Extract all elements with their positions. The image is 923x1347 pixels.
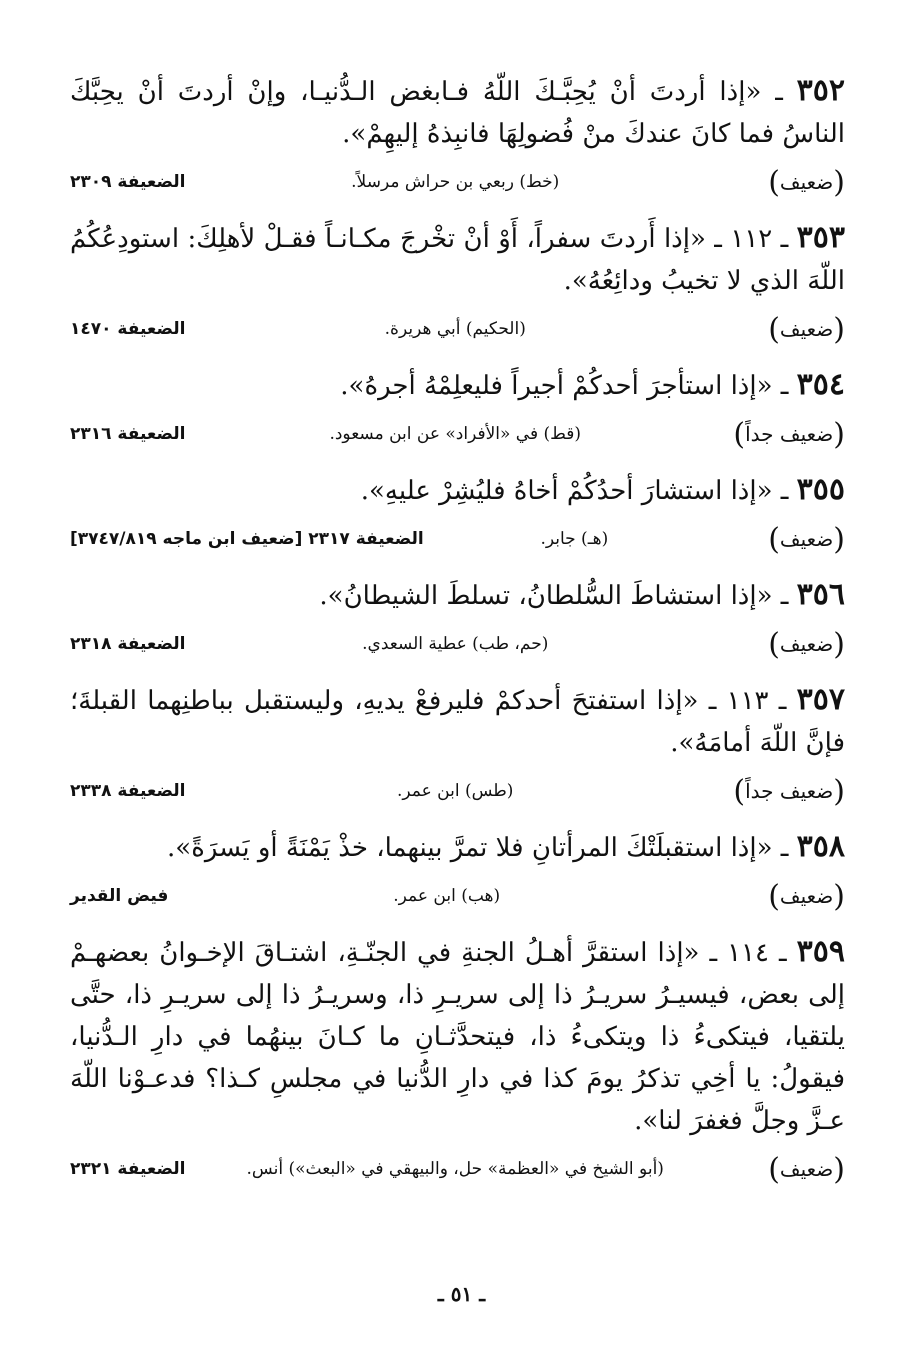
hadith-body: ـ ١١٤ ـ «إذا استقرَّ أهـلُ الجنةِ في الجنّـةِ، اشتـاقَ الإخـوانُ بعضهـمْ إلى بعض، فيسيـرُ سريـرُ ذا إلى سريـرِ ذا، وسريـرُ ذا إلى سريـرِ ذا، حتَّى يلتقيا، فيتكىءُ ذا ويتكىءُ ذا، فيتحدَّثـانِ ما كـانَ بينهُما في دارِ الـدُّنيا، فيقولُ: يا أخِي تذكرُ يومَ كذا في دارِ الدُّنيا في مجلسِ كـذا؟ فدعـوْنا اللّهَ عـزَّ وجلَّ فغفرَ لنا». <box>70 938 845 1136</box>
hadith-number: ٣٥٢ <box>796 73 845 108</box>
hadith-text <box>70 469 845 512</box>
hadith-entry-358 <box>70 826 845 921</box>
hadith-text <box>70 679 845 764</box>
grade-label: ( ضعيف ) <box>725 522 845 557</box>
grade-label: ( ضعيف ) <box>725 312 845 347</box>
hadith-body: ـ «إذا أردتَ أنْ يُحِبَّـكَ اللّهُ فـابغض الـدُّنيـا، وإنْ أردتَ أنْ يحِبَّكَ الناسُ فما كانَ عندكَ منْ فُضولِهَا فانبِذهُ إليهِمْ». <box>70 77 845 149</box>
hadith-number: ٣٥٤ <box>796 367 845 402</box>
hadith-entry-355 <box>70 469 845 564</box>
reference-text: فيض القدير <box>70 886 169 906</box>
source-line <box>70 409 845 459</box>
hadith-entry-359 <box>70 931 845 1194</box>
hadith-text <box>70 70 845 155</box>
hadith-entry-356 <box>70 574 845 669</box>
hadith-text <box>70 217 845 302</box>
reference-text: الضعيفة ٢٣١٦ <box>70 424 186 444</box>
grade-label: ( ضعيف جداً ) <box>725 774 845 809</box>
grade-label: ( ضعيف جداً ) <box>725 417 845 452</box>
reference-text: الضعيفة ٢٣١٨ <box>70 634 186 654</box>
hadith-entry-354 <box>70 364 845 459</box>
narrator-text: (هب) ابن عمر. <box>393 886 501 906</box>
narrator-text: (أبو الشيخ في «العظمة» حل، والبيهقي في «البعث») أنس. <box>246 1159 664 1179</box>
reference-text: الضعيفة ٢٣٠٩ <box>70 172 186 192</box>
grade-label: ( ضعيف ) <box>725 165 845 200</box>
reference-text: الضعيفة ٢٣١٧ [ضعيف ابن ماجه ٣٧٤٧/٨١٩] <box>70 529 424 549</box>
hadith-entry-357 <box>70 679 845 816</box>
narrator-text: (هـ) جابر. <box>540 529 609 549</box>
hadith-entry-353 <box>70 217 845 354</box>
hadith-text <box>70 826 845 869</box>
narrator-text: (حم، طب) عطية السعدي. <box>362 634 549 654</box>
reference-text: الضعيفة ٢٣٢١ <box>70 1159 186 1179</box>
hadith-body: ـ ١١٣ ـ «إذا استفتحَ أحدكمْ فليرفعْ يديهِ، وليستقبل بباطنِهما القبلةَ؛ فإنَّ اللّهَ أمامَهُ». <box>70 686 845 758</box>
hadith-body: ـ ١١٢ ـ «إذا أَردتَ سفراً، أَوْ أنْ تخْرجَ مكـانـاً فقـلْ لأهلِكَ: استودِعُكُمُ اللّهَ الذي لا تخيبُ ودائِعُهُ». <box>70 224 845 296</box>
grade-label: ( ضعيف ) <box>725 1152 845 1187</box>
source-line <box>70 619 845 669</box>
hadith-text <box>70 931 845 1142</box>
reference-text: الضعيفة ١٤٧٠ <box>70 319 186 339</box>
source-line <box>70 766 845 816</box>
grade-label: ( ضعيف ) <box>725 627 845 662</box>
hadith-text <box>70 364 845 407</box>
grade-label: ( ضعيف ) <box>725 879 845 914</box>
source-line <box>70 514 845 564</box>
hadith-number: ٣٥٣ <box>796 220 845 255</box>
hadith-number: ٣٥٥ <box>796 472 845 507</box>
hadith-number: ٣٥٦ <box>796 577 845 612</box>
reference-text: الضعيفة ٢٣٣٨ <box>70 781 186 801</box>
source-line <box>70 1144 845 1194</box>
hadith-body: ـ «إذا استشارَ أحدُكُمْ أخاهُ فليُشِرْ عليهِ». <box>360 476 789 506</box>
narrator-text: (خط) ربعي بن حراش مرسلاً. <box>351 172 560 192</box>
hadith-text <box>70 574 845 617</box>
page-number: ـ ٥١ ـ <box>437 1282 486 1306</box>
source-line <box>70 304 845 354</box>
hadith-body: ـ «إذا استشاطَ السُّلطانُ، تسلطَ الشيطانُ». <box>319 581 789 611</box>
hadith-entry-352 <box>70 70 845 207</box>
hadith-number: ٣٥٨ <box>796 829 845 864</box>
narrator-text: (الحكيم) أبي هريرة. <box>384 319 526 339</box>
narrator-text: (طس) ابن عمر. <box>397 781 514 801</box>
hadith-body: ـ «إذا استأجرَ أحدكُمْ أجيراً فليعلِمْهُ أجرهُ». <box>340 371 789 401</box>
hadith-number: ٣٥٩ <box>796 934 845 969</box>
source-line <box>70 157 845 207</box>
source-line <box>70 871 845 921</box>
narrator-text: (قط) في «الأفراد» عن ابن مسعود. <box>329 424 582 444</box>
hadith-number: ٣٥٧ <box>796 682 846 717</box>
hadith-body: ـ «إذا استقبلَتْكَ المرأتانِ فلا تمرَّ بينهما، خذْ يَمْنَةً أو يَسرَةً». <box>167 833 789 863</box>
